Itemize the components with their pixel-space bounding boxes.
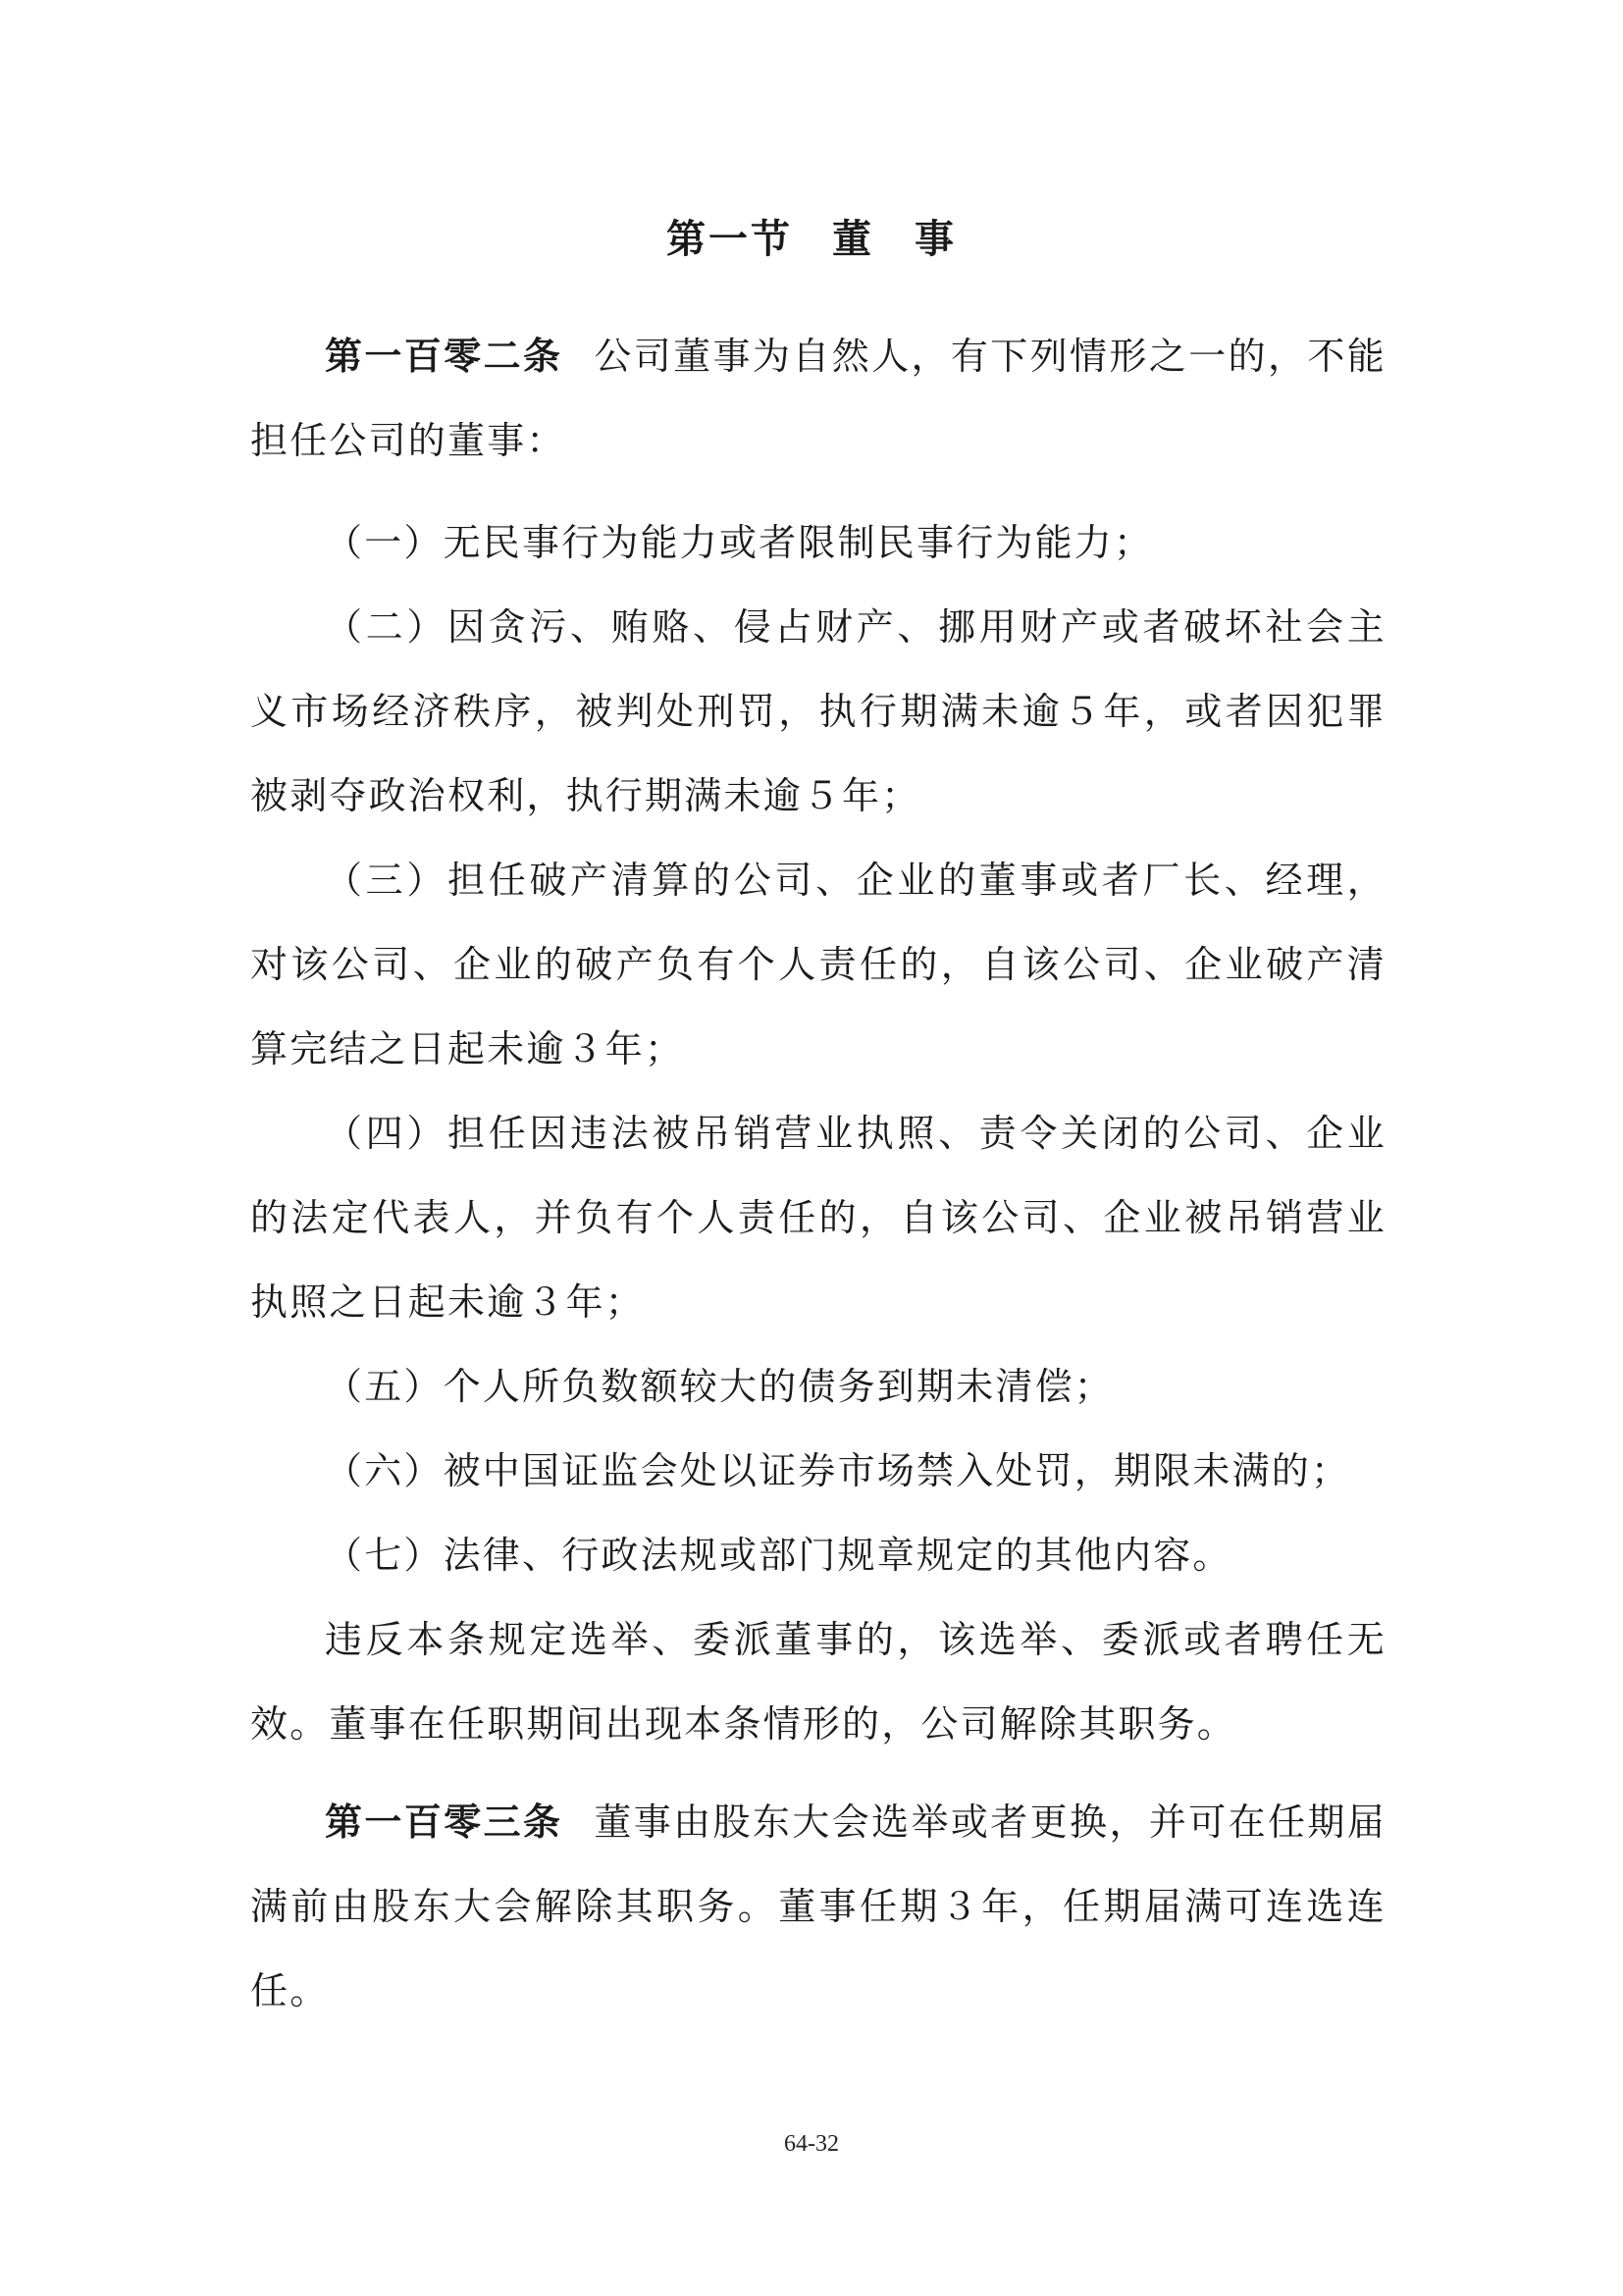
article-103-heading: 第一百零三条 xyxy=(325,1800,563,1844)
list-item-1: （一）无民事行为能力或者限制民事行为能力； xyxy=(325,521,1154,564)
list-item-5: （五）个人所负数额较大的债务到期未清偿； xyxy=(325,1365,1115,1408)
article-103-paragraph xyxy=(250,1780,1387,2033)
section-title-name: 董 事 xyxy=(832,216,957,262)
article-102-text: 公司董事为自然人，有下列情形之一的，不能担任公司的董事： xyxy=(250,335,1387,462)
list-item-3: （三）担任破产清算的公司、企业的董事或者厂长、经理，对该公司、企业的破产负有个人责任的，自该公司、企业破产清算完结之日起未逾３年； xyxy=(250,859,1387,1070)
list-item-4: （四）担任因违法被吊销营业执照、责令关闭的公司、企业的法定代表人，并负有个人责任的，自该公司、企业被吊销营业执照之日起未逾３年； xyxy=(250,1112,1387,1324)
list-item-7: （七）法律、行政法规或部门规章规定的其他内容。 xyxy=(325,1534,1232,1577)
page-number: 64-32 xyxy=(784,2131,839,2157)
section-title-number: 第一节 xyxy=(666,216,794,262)
violation-paragraph: 违反本条规定选举、委派董事的，该选举、委派或者聘任无效。董事在任职期间出现本条情形的，公司解除其职务。 xyxy=(250,1618,1387,1746)
section-title xyxy=(0,208,1623,264)
list-item-6: （六）被中国证监会处以证券市场禁入处罚，期限未满的； xyxy=(325,1449,1351,1492)
article-102-heading: 第一百零二条 xyxy=(325,334,563,378)
list-item-2: （二）因贪污、贿赂、侵占财产、挪用财产或者破坏社会主义市场经济秩序，被判处刑罚，执行期满未逾５年，或者因犯罪被剥夺政治权利，执行期满未逾５年； xyxy=(250,605,1387,817)
article-103-text: 董事由股东大会选举或者更换，并可在任期届满前由股东大会解除其职务。董事任期３年，任期届满可连选连任。 xyxy=(250,1800,1387,2012)
document-body xyxy=(250,314,1387,2033)
article-102-paragraph xyxy=(250,314,1387,483)
